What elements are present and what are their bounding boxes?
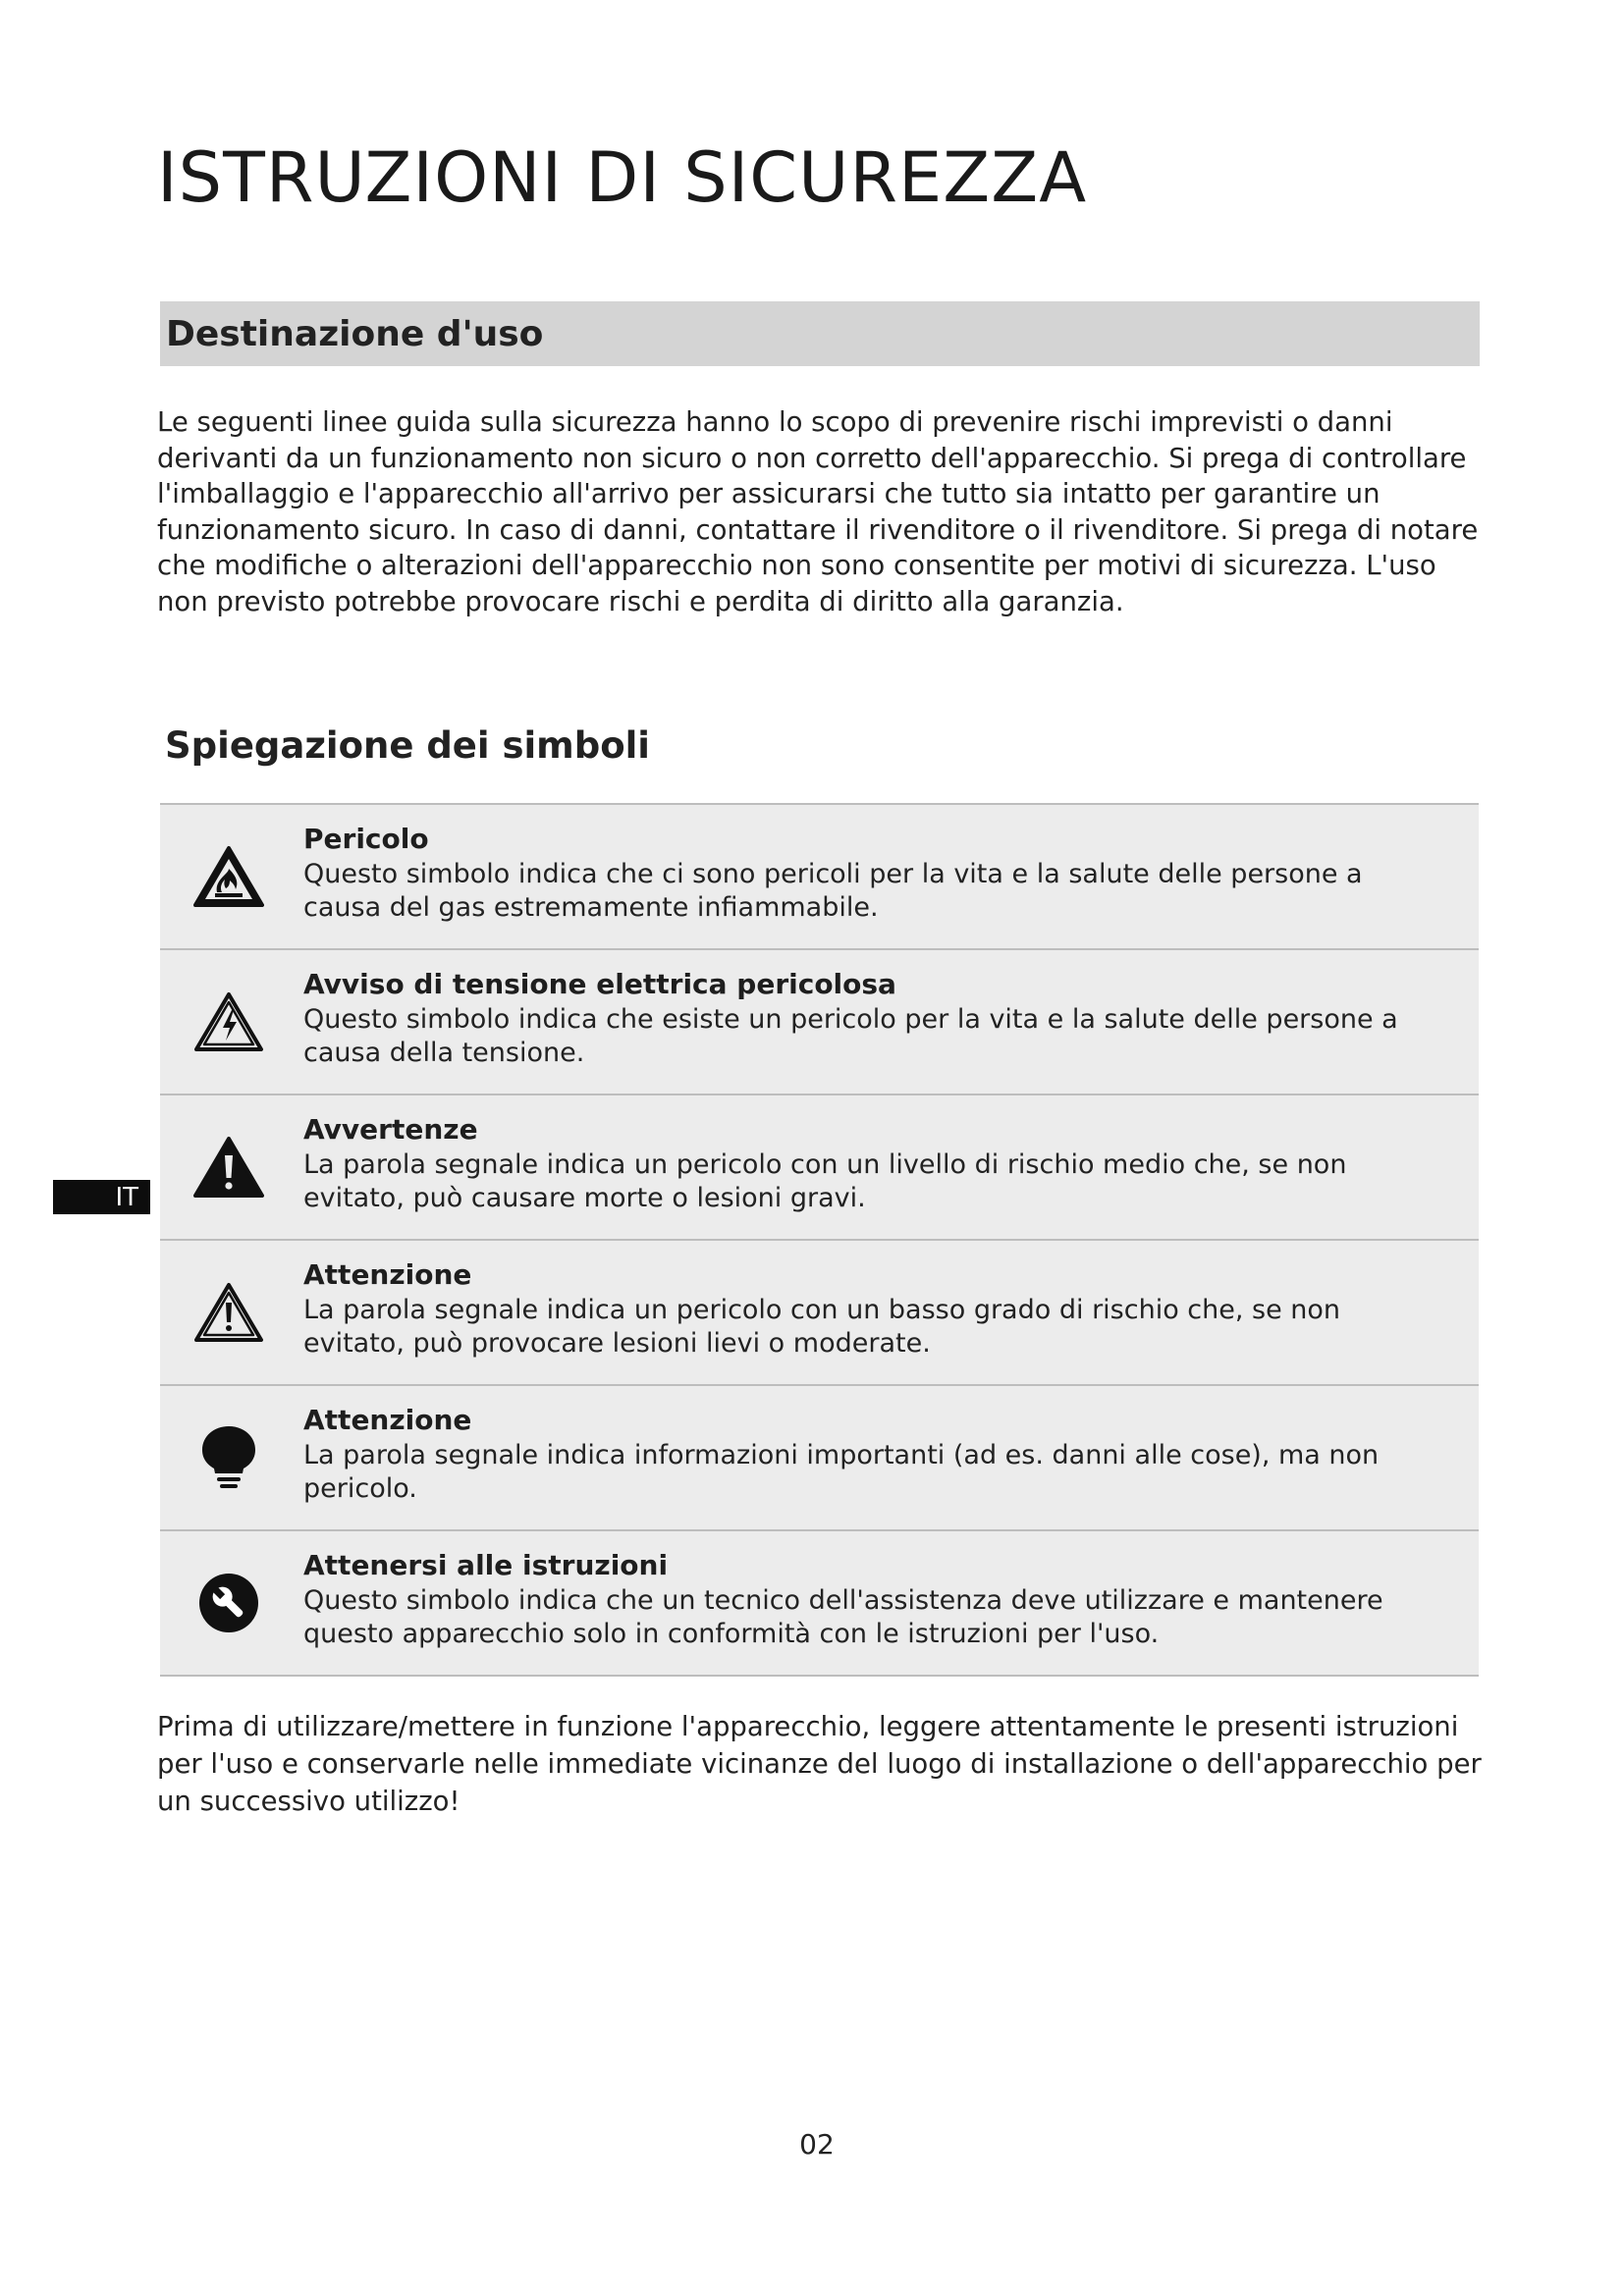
section-heading: Destinazione d'uso (166, 313, 544, 354)
symbol-title: Attenzione (303, 1404, 472, 1436)
symbol-row (160, 1531, 1479, 1677)
symbol-description: La parola segnale indica un pericolo con un basso grado di rischio che, se non evitato, può provocare lesioni lievi o moderate. (303, 1295, 1341, 1359)
symbol-description: La parola segnale indica un pericolo con un livello di rischio medio che, se non evitato, può causare morte o lesioni gravi. (303, 1149, 1347, 1213)
symbol-title: Attenzione (303, 1258, 472, 1291)
symbol-row (160, 1095, 1479, 1241)
closing-paragraph: Prima di utilizzare/mettere in funzione l'apparecchio, leggere attentamente le presenti istruzioni per l'uso e conservarle nelle immediate vicinanze del luogo di installazione o dell'apparecchio per un successivo utilizzo! (157, 1711, 1482, 1817)
page-number: 02 (799, 2128, 835, 2161)
symbol-description: La parola segnale indica informazioni importanti (ad es. danni alle cose), ma non pericolo. (303, 1440, 1380, 1504)
symbol-title: Pericolo (303, 823, 429, 855)
symbol-row (160, 805, 1479, 950)
electric-voltage-warning-icon (160, 950, 298, 1094)
symbol-title: Avvertenze (303, 1113, 478, 1146)
symbol-description: Questo simbolo indica che esiste un pericolo per la vita e la salute delle persone a causa della tensione. (303, 1004, 1398, 1068)
intro-paragraph: Le seguenti linee guida sulla sicurezza hanno lo scopo di prevenire rischi imprevisti o danni derivanti da un funzionamento non sicuro o non corretto dell'apparecchio. Si prega di controllare l'imballaggio e l'apparecchio all'arrivo per assicurarsi che tutto sia intatto per garantire un funzionamento sicuro. In caso di danni, contattare il rivenditore o il rivenditore. Si prega di notare che modifiche o alterazioni dell'apparecchio non sono consentite per motivi di sicurezza. L'uso non previsto potrebbe provocare rischi e perdita di diritto alla garanzia. (157, 406, 1479, 617)
symbol-row (160, 1386, 1479, 1531)
symbol-description: Questo simbolo indica che un tecnico dell'assistenza deve utilizzare e mantenere questo apparecchio solo in conformità con le istruzioni per l'uso. (303, 1585, 1383, 1649)
lightbulb-icon (160, 1386, 298, 1529)
flammable-warning-icon (160, 805, 298, 948)
symbol-row (160, 950, 1479, 1095)
symbol-title: Avviso di tensione elettrica pericolosa (303, 968, 896, 1000)
exclamation-warning-filled-icon (160, 1095, 298, 1239)
exclamation-warning-outline-icon (160, 1241, 298, 1384)
symbols-heading: Spiegazione dei simboli (165, 724, 650, 767)
language-tab: IT (53, 1180, 150, 1214)
symbol-row (160, 1241, 1479, 1386)
symbols-table (160, 803, 1479, 1677)
page-title: ISTRUZIONI DI SICUREZZA (157, 137, 1088, 218)
wrench-icon (160, 1531, 298, 1675)
symbol-description: Questo simbolo indica che ci sono pericoli per la vita e la salute delle persone a causa del gas estremamente infiammabile. (303, 859, 1363, 923)
section-heading-bar (160, 301, 1480, 366)
symbol-title: Attenersi alle istruzioni (303, 1549, 669, 1581)
